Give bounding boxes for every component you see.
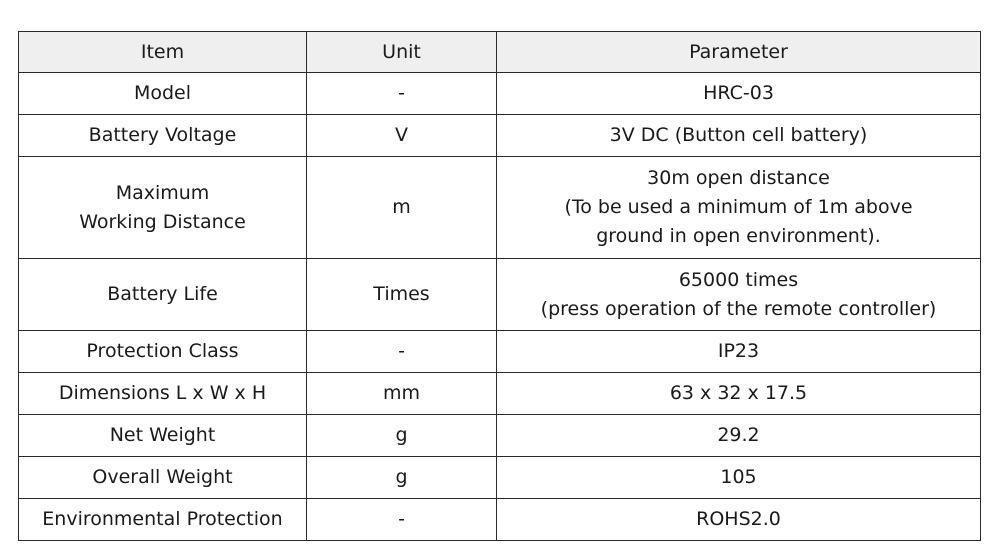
parameter-text: (press operation of the remote controller)	[540, 297, 937, 320]
cell-item	[19, 499, 307, 541]
table-row	[19, 157, 981, 259]
header-unit: Unit	[307, 32, 497, 73]
item-text: Dimensions L x W x H	[58, 382, 267, 404]
cell-item	[19, 373, 307, 415]
table-row	[19, 73, 981, 115]
parameter-text: 3V DC (Button cell battery)	[609, 124, 868, 146]
parameter-text: IP23	[717, 340, 760, 362]
cell-parameter	[497, 415, 981, 457]
table-row	[19, 457, 981, 499]
cell-unit: m	[307, 157, 497, 259]
cell-item	[19, 157, 307, 259]
cell-item	[19, 259, 307, 331]
header-item: Item	[19, 32, 307, 73]
cell-parameter	[497, 115, 981, 157]
cell-unit: Times	[307, 259, 497, 331]
parameter-text: ROHS2.0	[696, 508, 781, 530]
spec-table	[18, 31, 981, 541]
table-row	[19, 373, 981, 415]
table-header	[19, 32, 981, 73]
cell-parameter	[497, 259, 981, 331]
cell-item	[19, 415, 307, 457]
cell-unit: g	[307, 457, 497, 499]
cell-unit: mm	[307, 373, 497, 415]
table-row	[19, 415, 981, 457]
parameter-text: 63 x 32 x 17.5	[669, 382, 808, 404]
item-text: Battery Voltage	[88, 124, 237, 146]
parameter-text: 105	[720, 466, 757, 488]
cell-unit: -	[307, 73, 497, 115]
item-text: Overall Weight	[92, 466, 233, 488]
cell-unit: -	[307, 331, 497, 373]
parameter-text: 65000 times	[678, 268, 799, 291]
cell-item	[19, 331, 307, 373]
cell-parameter	[497, 373, 981, 415]
item-text: Working Distance	[79, 210, 246, 233]
table-row	[19, 331, 981, 373]
cell-unit: -	[307, 499, 497, 541]
cell-unit: V	[307, 115, 497, 157]
parameter-text: 30m open distance	[647, 167, 830, 189]
parameter-text: ground in open environment).	[596, 225, 881, 247]
parameter-text: HRC-03	[703, 82, 774, 104]
header-parameter: Parameter	[497, 32, 981, 73]
cell-parameter	[497, 499, 981, 541]
table-body	[19, 73, 981, 541]
cell-item	[19, 457, 307, 499]
table-row	[19, 499, 981, 541]
cell-item	[19, 115, 307, 157]
table-row	[19, 115, 981, 157]
cell-parameter	[497, 73, 981, 115]
header-row	[19, 32, 981, 73]
table-row	[19, 259, 981, 331]
item-text: Environmental Protection	[42, 508, 283, 530]
cell-unit: g	[307, 415, 497, 457]
item-text: Model	[133, 82, 192, 104]
item-text: Net Weight	[109, 424, 216, 446]
cell-parameter	[497, 331, 981, 373]
item-text: Battery Life	[107, 283, 218, 305]
cell-parameter	[497, 457, 981, 499]
cell-parameter	[497, 157, 981, 259]
parameter-text: (To be used a minimum of 1m above	[564, 196, 913, 218]
item-text: Maximum	[115, 181, 210, 204]
cell-item	[19, 73, 307, 115]
item-text: Protection Class	[86, 340, 239, 362]
parameter-text: 29.2	[717, 424, 760, 446]
